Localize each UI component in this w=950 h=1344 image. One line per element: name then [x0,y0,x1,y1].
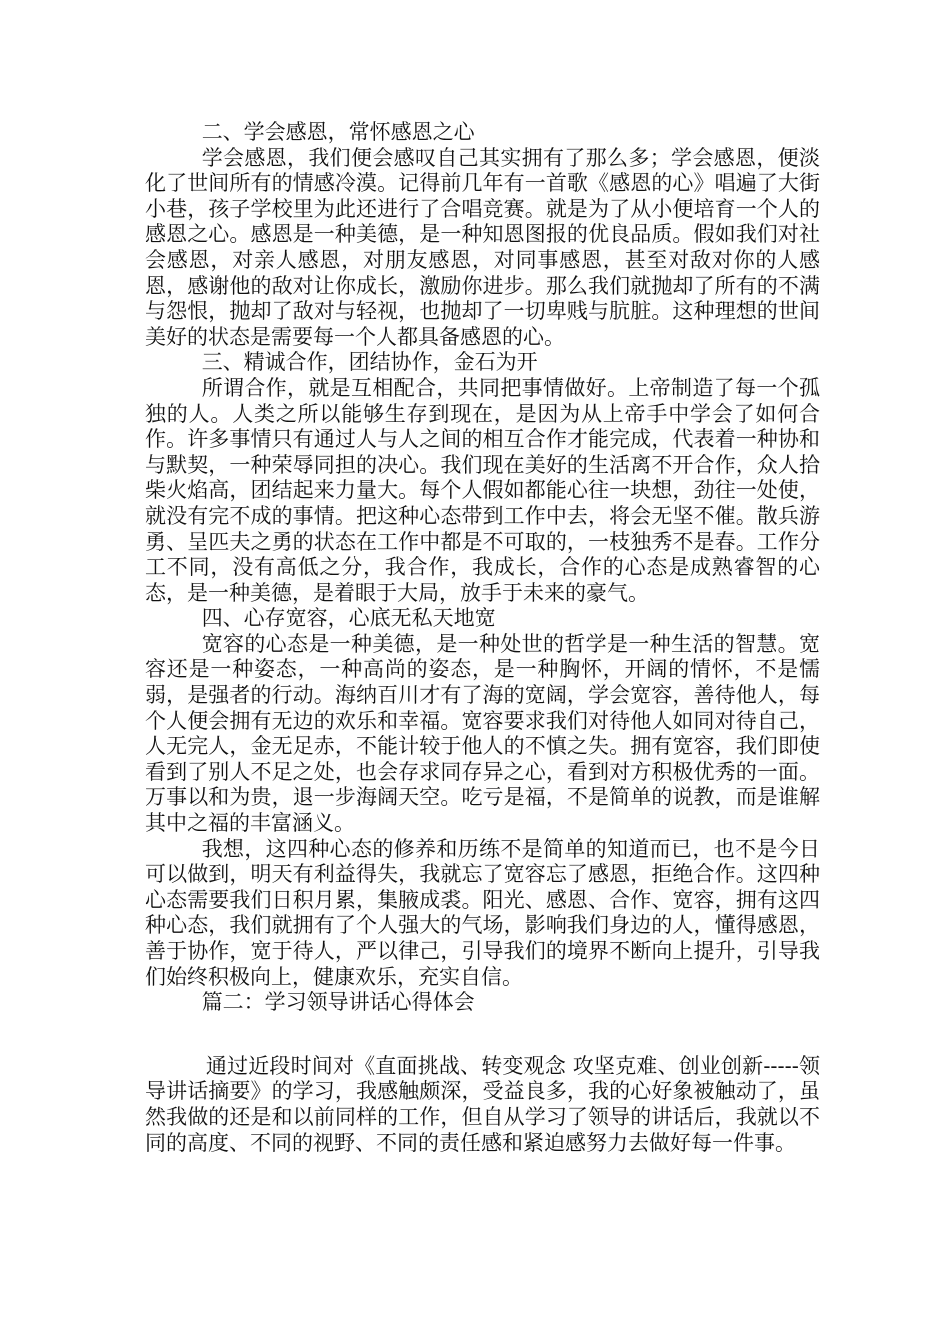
paragraph-tolerance: 宽容的心态是一种美德，是一种处世的哲学是一种生活的智慧。宽容还是一种姿态，一种高尚的姿态，是一种胸怀，开阔的情怀，不是懦弱，是强者的行动。海纳百川才有了海的宽阔，学会宽容，善待他人，每个人便会拥有无边的欢乐和幸福。宽容要求我们对待他人如同对待自己，人无完人，金无足赤，不能计较于他人的不慎之失。拥有宽容，我们即使看到了别人不足之处，也会存求同存异之心，看到对方积极优秀的一面。万事以和为贵，退一步海阔天空。吃亏是福，不是简单的说教，而是谁解其中之福的丰富涵义。 [145,631,820,836]
paragraph-cooperation: 所谓合作，就是互相配合，共同把事情做好。上帝制造了每一个孤独的人。人类之所以能够生存到现在，是因为从上帝手中学会了如何合作。许多事情只有通过人与人之间的相互合作才能完成，代表着一种协和与默契，一种荣辱同担的决心。我们现在美好的生活离不开合作，众人拾柴火焰高，团结起来力量大。每个人假如都能心往一块想，劲往一处使，就没有完不成的事情。把这种心态带到工作中去，将会无坚不催。散兵游勇、呈匹夫之勇的状态在工作中都是不可取的，一枝独秀不是春。工作分工不同，没有高低之分，我合作，我成长，合作的心态是成熟睿智的心态，是一种美德，是着眼于大局，放手于未来的豪气。 [145,375,820,605]
paragraph-part2: 通过近段时间对《直面挑战、转变观念 攻坚克难、创业创新-----领导讲话摘要》的学习，我感触颇深，受益良多，我的心好象被触动了，虽然我做的还是和以前同样的工作，但自从学习了领导的讲话后，我就以不同的高度、不同的视野、不同的责任感和紧迫感努力去做好每一件事。 [145,1053,820,1155]
part2-title: 篇二：学习领导讲话心得体会 [201,990,475,1015]
blank-line [145,1016,820,1054]
paragraph-conclusion: 我想，这四种心态的修养和历练不是简单的知道而已，也不是今日可以做到，明天有利益得失，我就忘了宽容忘了感恩，拒绝合作。这四种心态需要我们日积月累，集腋成裘。阳光、感恩、合作、宽容，拥有这四种心态，我们就拥有了个人强大的气场，影响我们身边的人，懂得感恩，善于协作，宽于待人，严以律己，引导我们的境界不断向上提升，引导我们始终积极向上，健康欢乐，充实自信。 [145,836,820,989]
document-body [145,120,820,1156]
section-heading-cooperation: 三、精诚合作，团结协作，金石为开 [201,350,538,375]
paragraph-gratitude: 学会感恩，我们便会感叹自己其实拥有了那么多；学会感恩，便淡化了世间所有的情感冷漠。记得前几年有一首歌《感恩的心》唱遍了大街小巷，孩子学校里为此还进行了合唱竞赛。就是为了从小便培育一个人的感恩之心。感恩是一种美德，是一种知恩图报的优良品质。假如我们对社会感恩，对亲人感恩，对朋友感恩，对同事感恩，甚至对敌对你的人感恩，感谢他的敌对让你成长，激励你进步。那么我们就抛却了所有的不满与怨恨，抛却了敌对与轻视，也抛却了一切卑贱与肮脏。这种理想的世间美好的状态是需要每一个人都具备感恩的心。 [145,145,820,349]
section-heading-gratitude: 二、学会感恩，常怀感恩之心 [201,120,475,144]
section-heading-tolerance: 四、心存宽容，心底无私天地宽 [201,606,496,631]
